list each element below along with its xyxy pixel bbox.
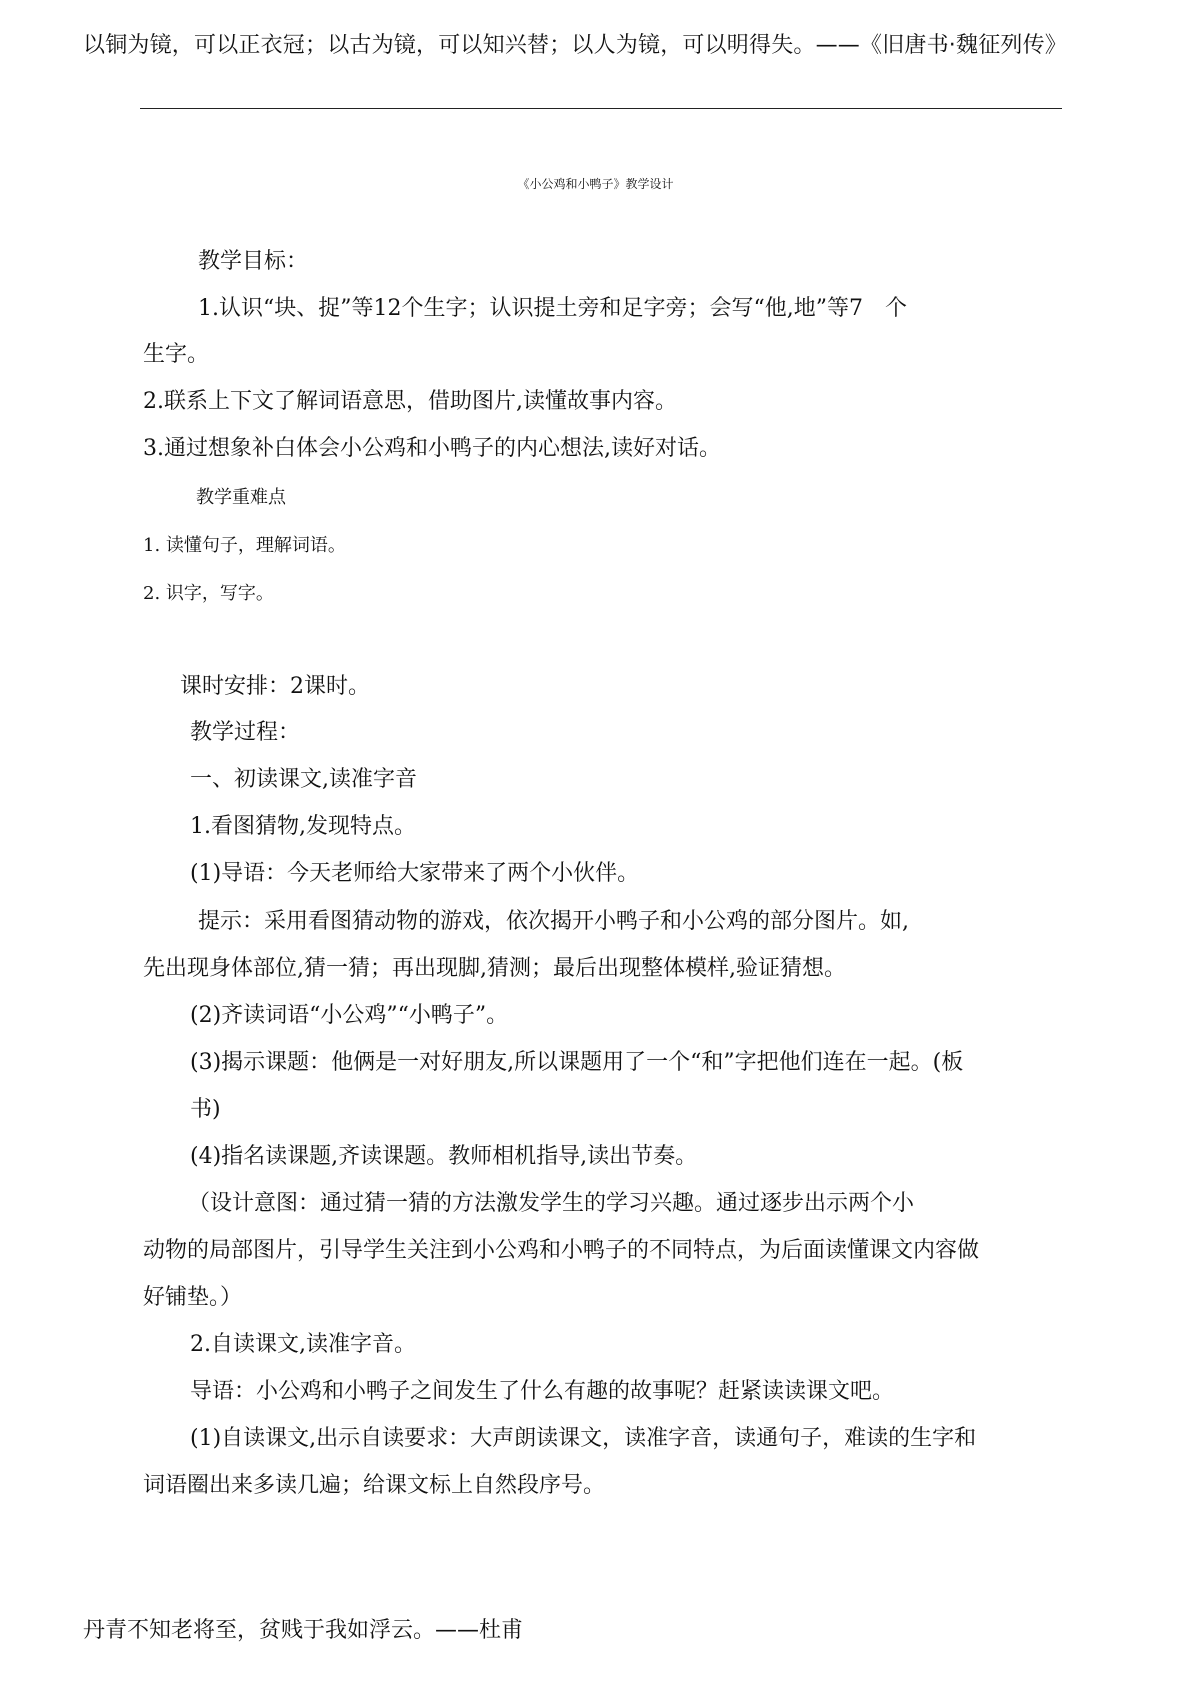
design-intent-line-1: （设计意图：通过猜一猜的方法激发学生的学习兴趣。通过逐步出示两个小 [188,1191,915,1216]
objective-3: 3.通过想象补白体会小公鸡和小鸭子的内心想法,读好对话。 [143,436,721,461]
section-1-heading: 一、初读课文,读准字音 [190,767,417,792]
hint-line-1: 提示：采用看图猜动物的游戏，依次揭开小鸭子和小公鸡的部分图片。如, [198,909,909,934]
key-point-2: 2. 识字，写字。 [143,583,274,604]
header-quote: 以铜为镜，可以正衣冠；以古为镜，可以知兴替；以人为镜，可以明得失。——《旧唐书·魏征列传》 [83,33,1067,58]
schedule: 课时安排：2课时。 [180,674,370,699]
footer-quote: 丹青不知老将至，贫贱于我如浮云。——杜甫 [83,1618,524,1643]
objective-2: 2.联系上下文了解词语意思，借助图片,读懂故事内容。 [143,389,677,414]
process-heading: 教学过程： [190,720,301,745]
design-intent-line-2: 动物的局部图片，引导学生关注到小公鸡和小鸭子的不同特点，为后面读懂课文内容做 [143,1238,980,1263]
step-2-a-line-2: 词语圈出来多读几遍；给课文标上自然段序号。 [143,1473,606,1498]
step-1-a: (1)导语：今天老师给大家带来了两个小伙伴。 [190,861,640,886]
step-1-c-line-2: 书) [190,1097,221,1122]
step-1: 1.看图猜物,发现特点。 [190,814,416,839]
step-1-d: (4)指名读课题,齐读课题。教师相机指导,读出节奏。 [190,1144,698,1169]
design-intent-line-3: 好铺垫。） [143,1285,243,1310]
step-2: 2.自读课文,读准字音。 [190,1332,416,1357]
objectives-heading: 教学目标： [198,249,309,274]
objective-1-line-2: 生字。 [143,342,210,367]
step-2-a-line-1: (1)自读课文,出示自读要求：大声朗读课文，读准字音，读通句子，难读的生字和 [190,1426,977,1451]
document-title: 《小公鸡和小鸭子》教学设计 [517,177,674,191]
header-divider [140,108,1062,109]
step-1-b: (2)齐读词语“小公鸡”“小鸭子”。 [190,1003,509,1028]
key-point-1: 1. 读懂句子，理解词语。 [143,535,346,556]
hint-line-2: 先出现身体部位,猜一猜；再出现脚,猜测；最后出现整体模样,验证猜想。 [143,956,846,981]
step-1-c-line-1: (3)揭示课题：他俩是一对好朋友,所以课题用了一个“和”字把他们连在一起。(板 [190,1050,964,1075]
key-points-heading: 教学重难点 [196,487,286,508]
objective-1-line-1: 1.认识“块、捉”等12个生字；认识提土旁和足字旁；会写“他,地”等7 个 [198,296,907,321]
step-2-intro: 导语：小公鸡和小鸭子之间发生了什么有趣的故事呢？赶紧读读课文吧。 [190,1379,895,1404]
